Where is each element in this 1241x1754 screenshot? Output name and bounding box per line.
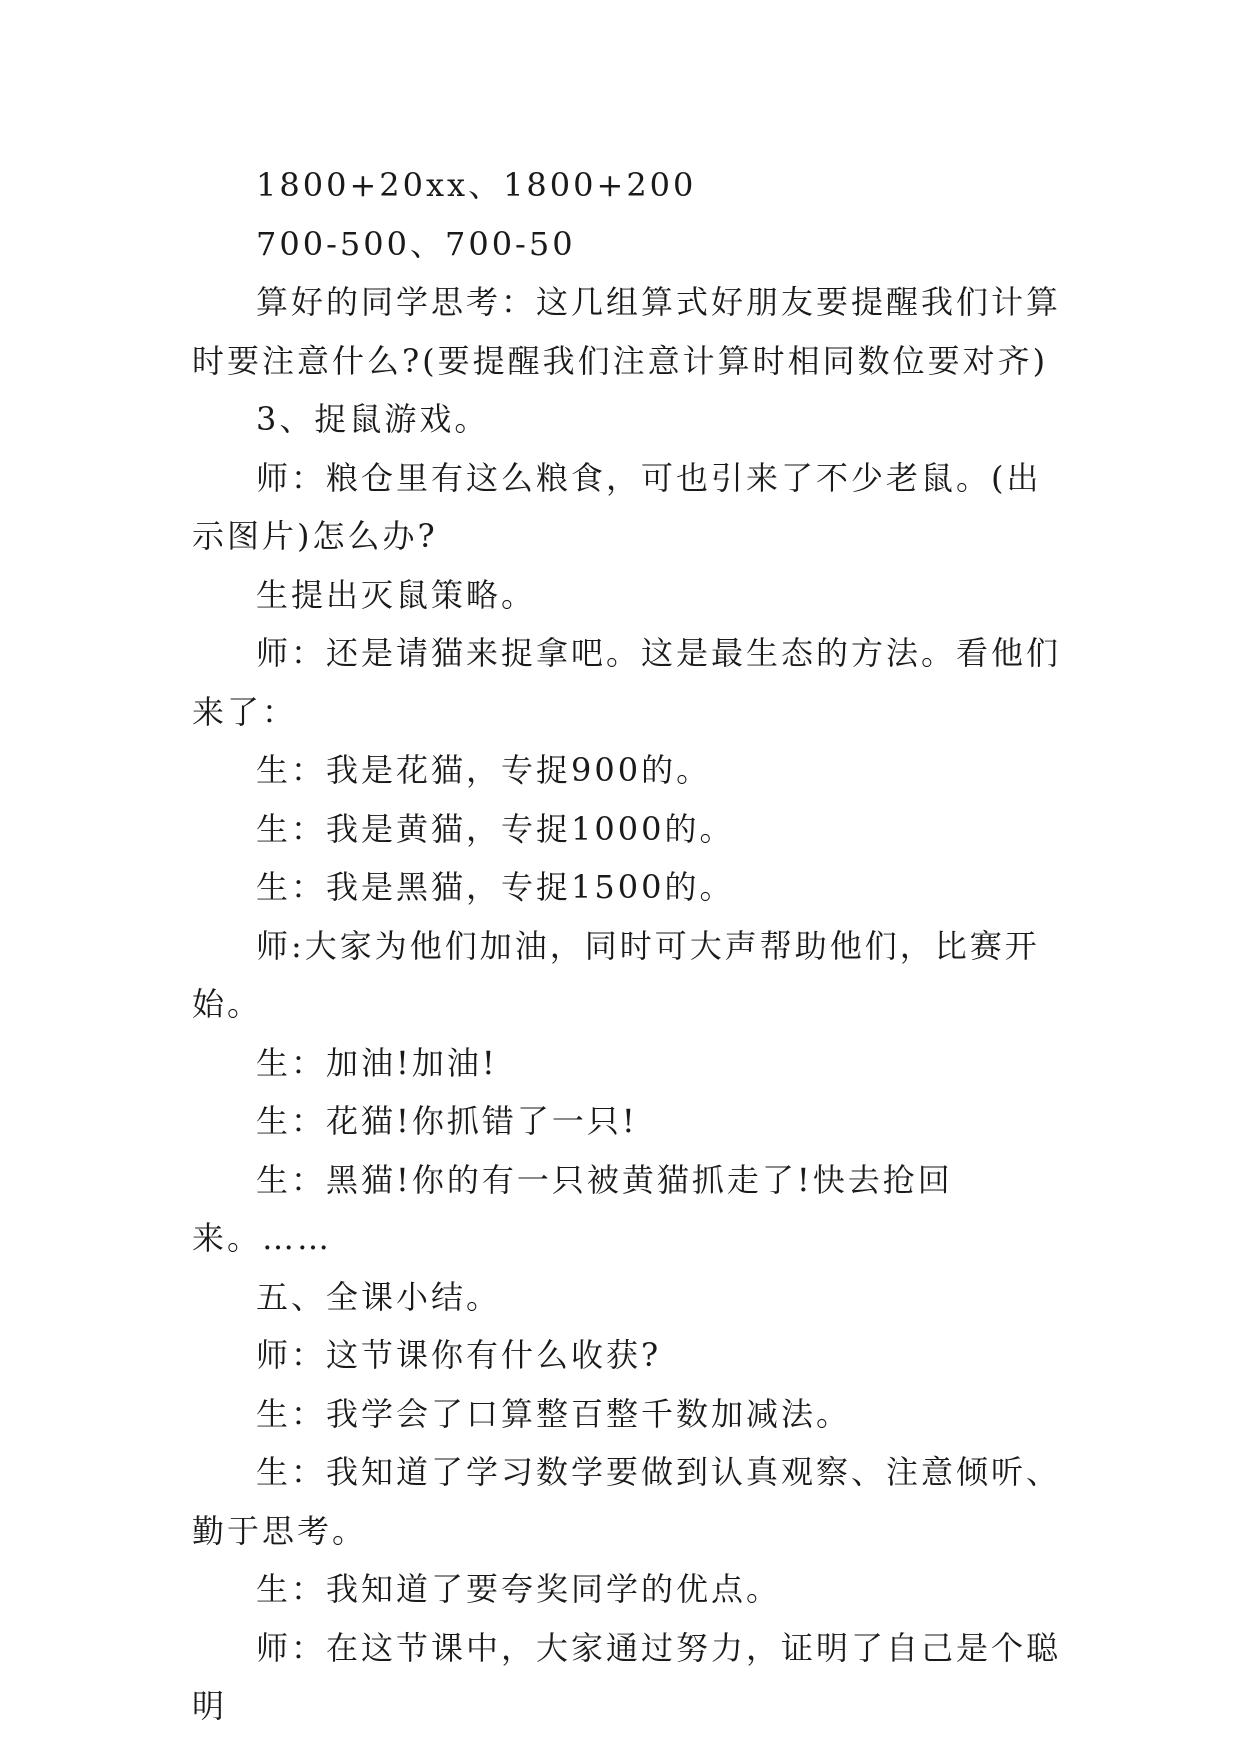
paragraph: 生提出灭鼠策略。	[256, 575, 537, 614]
paragraph: 生：我是黑猫，专捉1500的。	[256, 868, 735, 906]
paragraph: 师:大家为他们加油，同时可大声帮助他们，比赛开始。	[192, 926, 1040, 1023]
paragraph: 生：我是黄猫，专捉1000的。	[256, 809, 735, 848]
paragraph: 1800+20xx、1800+200	[256, 166, 697, 204]
paragraph: 生：我是花猫，专捉900的。	[256, 751, 712, 789]
paragraph: 师：还是请猫来捉拿吧。这是最生态的方法。看他们来了：	[192, 634, 1062, 731]
paragraph: 生：花猫!你抓错了一只!	[256, 1102, 638, 1140]
paragraph: 师：这节课你有什么收获?	[256, 1336, 662, 1374]
paragraph: 生：我知道了学习数学要做到认真观察、注意倾听、勤于思考。	[192, 1453, 1062, 1550]
paragraph: 师：粮仓里有这么粮食，可也引来了不少老鼠。(出示图片)怎么办?	[192, 458, 1042, 555]
paragraph: 生：加油!加油!	[256, 1043, 498, 1082]
paragraph: 生：我学会了口算整百整千数加减法。	[256, 1394, 852, 1433]
paragraph: 生：黑猫!你的有一只被黄猫抓走了!快去抢回来。……	[192, 1160, 953, 1257]
paragraph: 3、捉鼠游戏。	[256, 400, 490, 438]
paragraph: 师：在这节课中，大家通过努力，证明了自己是个聪明	[192, 1628, 1062, 1725]
paragraph: 算好的同学思考：这几组算式好朋友要提醒我们计算时要注意什么?(要提醒我们注意计算时相同数位要对齐)	[192, 283, 1062, 380]
paragraph: 生：我知道了要夸奖同学的优点。	[256, 1570, 782, 1608]
paragraph: 700-500、700-50	[256, 224, 576, 263]
document-body	[192, 156, 1062, 1736]
paragraph: 五、全课小结。	[256, 1277, 502, 1316]
